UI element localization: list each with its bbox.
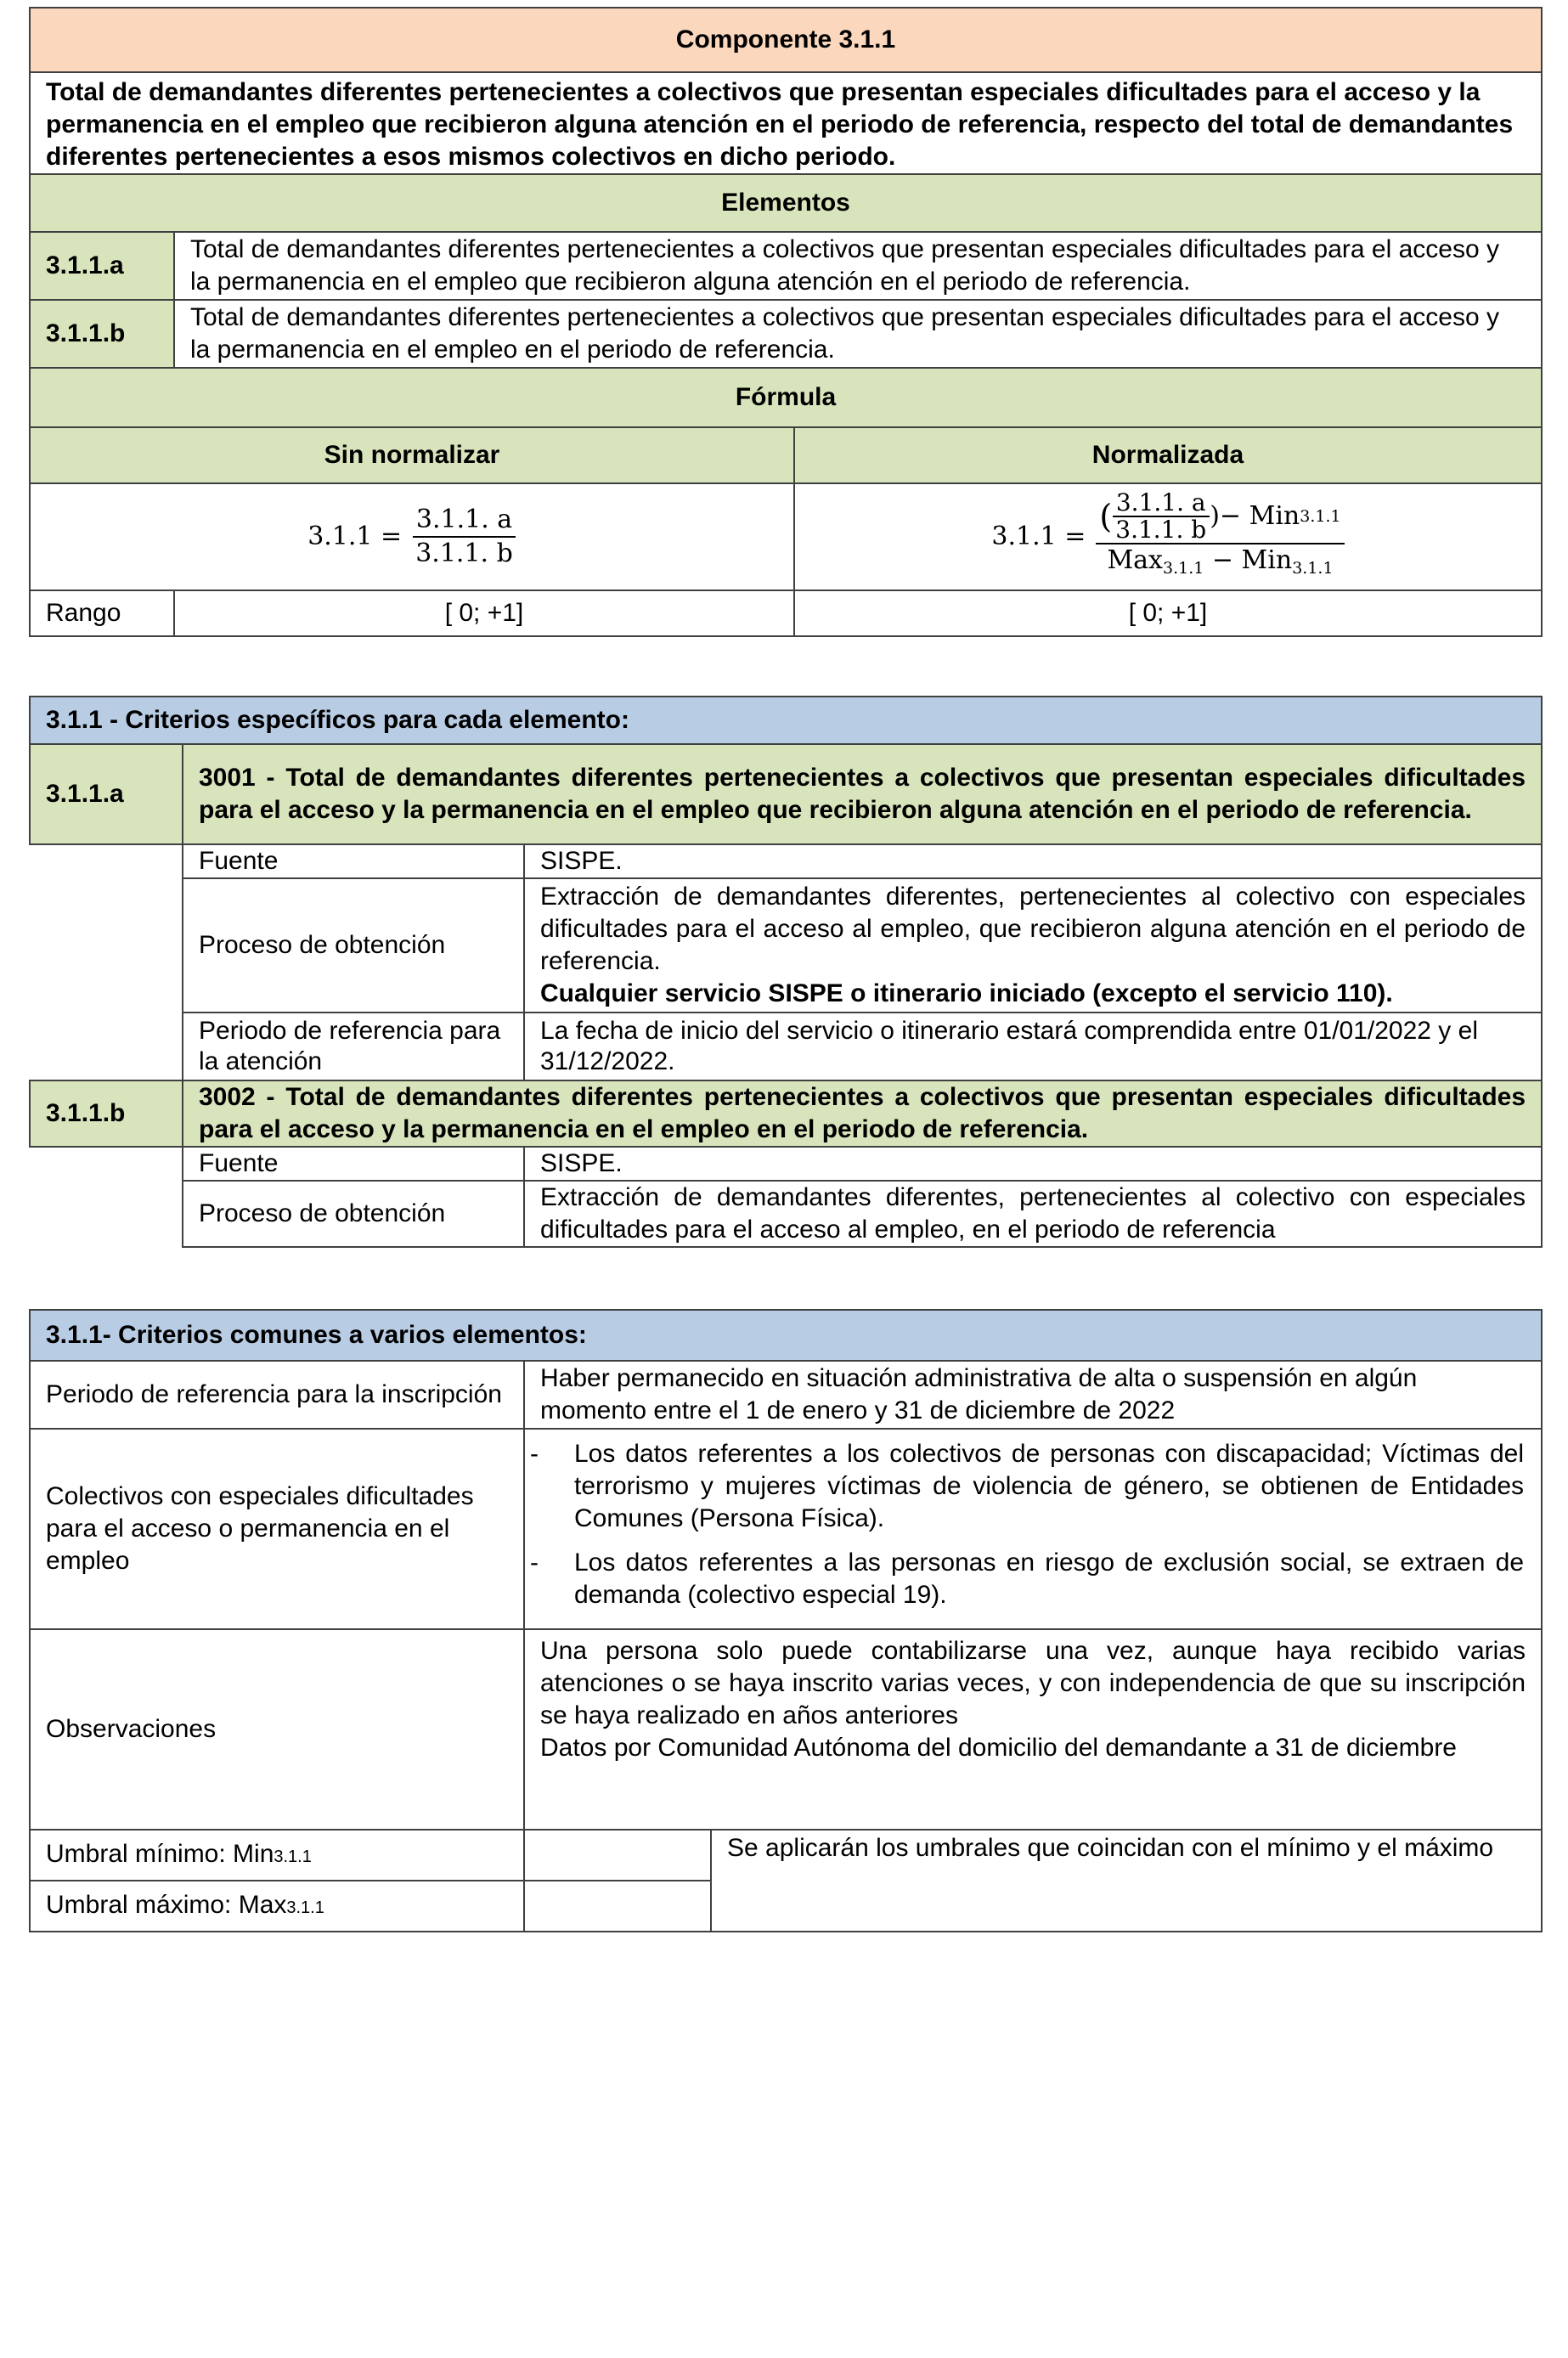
elemento-text-a: Total de demandantes diferentes pertenecientes a colectivos que presentan especiales dificultades para el acceso y la permanencia en el empleo que recibieron alguna atención en el periodo de referencia. [174,232,1542,300]
colectivos-label: Colectivos con especiales dificultades para el acceso o permanencia en el empleo [30,1429,524,1629]
formula-norm-paren: ( [1099,497,1113,535]
sin-normalizar-header: Sin normalizar [30,427,794,483]
proceso-a [524,878,1542,1013]
proceso-label-a: Proceso de obtención [183,878,524,1013]
formula-header: Fórmula [30,368,1542,427]
observaciones-2: Datos por Comunidad Autónoma del domicilio del demandante a 31 de diciembre [540,1734,1457,1762]
fuente-a: SISPE. [524,844,1542,878]
formula-sin-lhs: 3.1.1 = [307,522,403,551]
formula-sin-normalizar [30,483,794,590]
umbral-max-text: Umbral máximo: Max [46,1890,287,1919]
formula-normalizada [794,483,1542,590]
umbral-max-value [524,1881,711,1932]
fuente-label-b: Fuente [183,1147,524,1181]
bullet-2: - [530,1548,539,1577]
umbral-min-label [30,1830,524,1881]
formula-norm-max: Max [1107,544,1163,575]
colectivos-item-2: Los datos referentes a las personas en riesgo de exclusión social, se extraen de demanda (colectivo especial 19). [574,1548,1525,1609]
especifico-b-spacer [30,1147,183,1247]
proceso-b: Extracción de demandantes diferentes, pertenecientes al colectivo con especiales dificultades para el acceso al empleo, en el periodo de referencia [524,1181,1542,1247]
normalizada-header: Normalizada [794,427,1542,483]
proceso-label-b: Proceso de obtención [183,1181,524,1247]
periodo-label-a: Periodo de referencia para la atención [183,1013,524,1080]
comunes-header: 3.1.1- Criterios comunes a varios elementos: [30,1310,1542,1361]
especificos-header: 3.1.1 - Criterios específicos para cada elemento: [30,697,1542,744]
rango-sin-normalizar: [ 0; +1] [174,590,794,636]
umbral-note: Se aplicarán los umbrales que coincidan con el mínimo y el máximo [711,1830,1542,1932]
formula-norm-sub-1: 3.1.1 [1300,506,1341,526]
umbral-min-sub: 3.1.1 [274,1847,312,1866]
elemento-text-b: Total de demandantes diferentes pertenecientes a colectivos que presentan especiales dificultades para el acceso y la permanencia en el empleo en el periodo de referencia. [174,300,1542,368]
componente-title: Componente 3.1.1 [30,8,1542,72]
periodo-inscripcion-label: Periodo de referencia para la inscripción [30,1361,524,1429]
observaciones-1: Una persona solo puede contabilizarse una vez, aunque haya recibido varias atenciones o se haya inscrito varias veces, y con independencia de que su inscripción se haya realizado en años anteriores [540,1637,1526,1729]
proceso-a-text: Extracción de demandantes diferentes, pertenecientes al colectivo con especiales dificultades para el acceso al empleo, que recibieron alguna atención en el periodo de referencia. [540,883,1526,975]
observaciones-label: Observaciones [30,1629,524,1830]
especifico-title-a: 3001 - Total de demandantes diferentes pertenecientes a colectivos que presentan especiales dificultades para el acceso y la permanencia en el empleo que recibieron alguna atención en el periodo de referencia. [183,744,1542,844]
formula-norm-inner-num: 3.1.1. a [1113,490,1210,517]
list-item [530,1547,1525,1611]
umbral-min-value [524,1830,711,1881]
elemento-code-b: 3.1.1.b [30,300,174,368]
formula-norm-sub-3: 3.1.1 [1292,558,1334,578]
comunes-table [29,1309,1543,1932]
especificos-table [29,696,1543,1248]
formula-norm-lhs: 3.1.1 = [991,522,1086,551]
proceso-a-bold: Cualquier servicio SISPE o itinerario iniciado (excepto el servicio 110). [540,979,1393,1007]
periodo-inscripcion: Haber permanecido en situación administrativa de alta o suspensión en algún momento entre el 1 de enero y 31 de diciembre de 2022 [524,1361,1542,1429]
especifico-title-b: 3002 - Total de demandantes diferentes pertenecientes a colectivos que presentan especiales dificultades para el acceso y la permanencia en el empleo en el periodo de referencia. [183,1080,1542,1147]
colectivos-item-1: Los datos referentes a los colectivos de personas con discapacidad; Víctimas del terrorismo y mujeres víctimas de violencia de género, se obtienen de Entidades Comunes (Persona Física). [574,1440,1525,1532]
bullet-1: - [530,1440,539,1468]
umbral-max-sub: 3.1.1 [286,1898,324,1917]
especifico-code-a: 3.1.1.a [30,744,183,844]
list-item [530,1438,1525,1535]
formula-norm-inner-den: 3.1.1. b [1115,515,1207,544]
componente-description: Total de demandantes diferentes pertenecientes a colectivos que presentan especiales dificultades para el acceso y la permanencia en el empleo que recibieron alguna atención en el periodo de referencia, respecto del total de demandantes diferentes pertenecientes a esos mismos colectivos en dicho periodo. [30,72,1542,174]
periodo-a: La fecha de inicio del servicio o itinerario estará comprendida entre 01/01/2022 y el 31/12/2022. [524,1013,1542,1080]
rango-label: Rango [30,590,174,636]
formula-sin-num: 3.1.1. a [413,504,516,538]
fuente-label-a: Fuente [183,844,524,878]
fuente-b: SISPE. [524,1147,1542,1181]
formula-sin-den: 3.1.1. b [415,539,513,568]
colectivos-list [524,1429,1542,1629]
umbral-max-label [30,1881,524,1932]
rango-normalizada: [ 0; +1] [794,590,1542,636]
observaciones [524,1629,1542,1830]
especifico-code-b: 3.1.1.b [30,1080,183,1147]
formula-norm-minus: − Min [1204,544,1293,575]
formula-norm-sub-2: 3.1.1 [1162,558,1204,578]
elementos-header: Elementos [30,174,1542,232]
especifico-a-spacer [30,844,183,1080]
formula-norm-minus-min: )− Min [1210,500,1300,531]
umbral-min-text: Umbral mínimo: Min [46,1839,274,1868]
componente-table [29,7,1543,637]
elemento-code-a: 3.1.1.a [30,232,174,300]
